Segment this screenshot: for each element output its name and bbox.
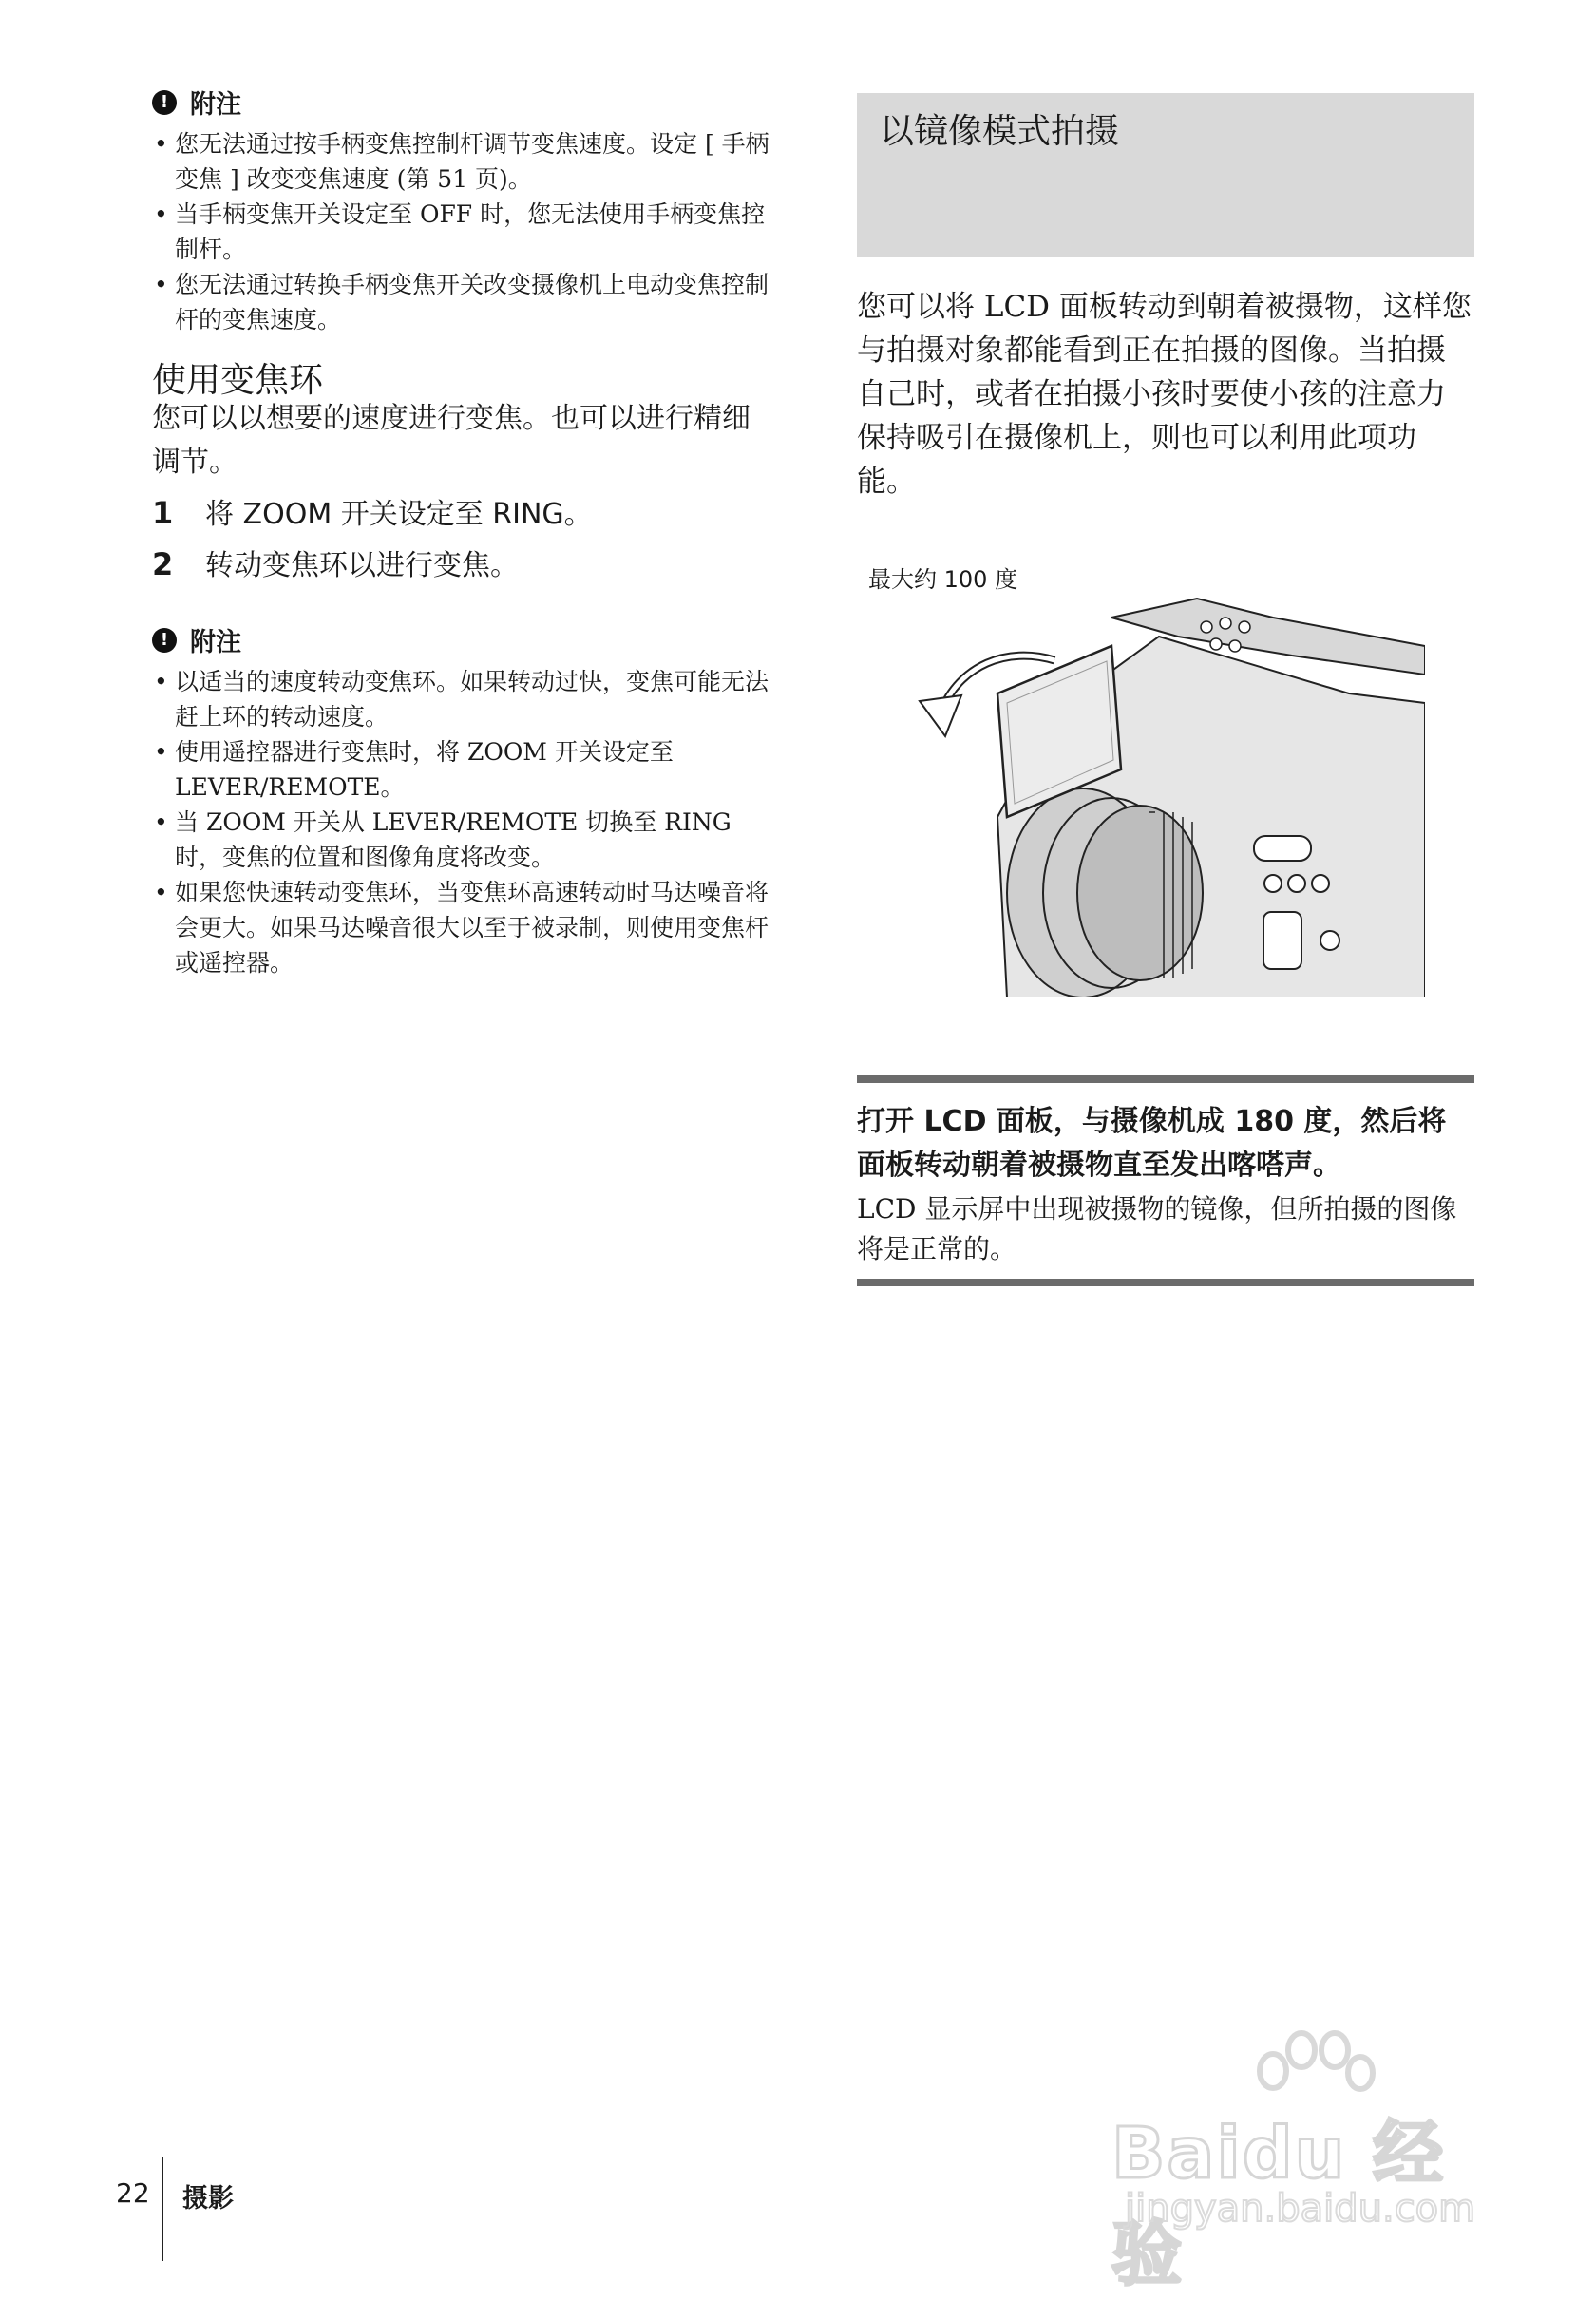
footer-divider xyxy=(162,2156,163,2261)
note-icon: ǃ xyxy=(152,90,177,115)
watermark-url: jingyan.baidu.com xyxy=(1125,2187,1476,2231)
note-item: • 您无法通过按手柄变焦控制杆调节变焦速度。设定 [ 手柄变焦 ] 改变变焦速度 (第 51 页)。 xyxy=(152,126,770,197)
note-list-2 xyxy=(152,664,770,980)
note-title: 附注 xyxy=(190,628,241,657)
note-item: • 如果您快速转动变焦环，当变焦环高速转动时马达噪音将会更大。如果马达噪音很大以至于被录制，则使用变焦杆或遥控器。 xyxy=(152,875,770,980)
step-2 xyxy=(152,542,770,593)
note-block-1 xyxy=(152,84,770,337)
intro-text: 您可以将 LCD 面板转动到朝着被摄物，这样您与拍摄对象都能看到正在拍摄的图像。当拍摄自己时，或者在拍摄小孩时要使小孩的注意力保持吸引在摄像机上，则也可以利用此项功能。 xyxy=(857,290,1472,499)
watermark-brand: Baidu 经验 xyxy=(1112,2113,1446,2295)
steps xyxy=(152,490,770,593)
note-item: • 您无法通过转换手柄变焦开关改变摄像机上电动变焦控制杆的变焦速度。 xyxy=(152,267,770,337)
note-icon: ǃ xyxy=(152,628,177,653)
note-item: • 以适当的速度转动变焦环。如果转动过快，变焦可能无法赶上环的转动速度。 xyxy=(152,664,770,734)
camera-illustration xyxy=(893,580,1425,998)
note-item: • 当手柄变焦开关设定至 OFF 时，您无法使用手柄变焦控制杆。 xyxy=(152,197,770,267)
page-number: 22 xyxy=(116,2177,150,2209)
rule-top xyxy=(857,1075,1474,1083)
section-banner xyxy=(857,93,1474,256)
step-1 xyxy=(152,490,770,542)
figure-label: 最大约 100 度 xyxy=(868,566,1018,593)
step-number: 2 xyxy=(152,546,174,582)
section-body: 您可以以想要的速度进行变焦。也可以进行精细调节。 xyxy=(152,402,750,479)
note-item: • 使用遥控器进行变焦时，将 ZOOM 开关设定至 LEVER/REMOTE。 xyxy=(152,734,770,805)
note-list-1 xyxy=(152,126,770,337)
note-heading-2 xyxy=(152,621,770,658)
note-heading-1 xyxy=(152,84,770,121)
step-text: 将 ZOOM 开关设定至 RING。 xyxy=(205,498,593,531)
watermark xyxy=(1112,2024,1510,2295)
rule-bottom xyxy=(857,1279,1474,1286)
instruction-title: 打开 LCD 面板，与摄像机成 180 度，然后将面板转动朝着被摄物直至发出喀嗒声。 xyxy=(857,1105,1447,1182)
note-title: 附注 xyxy=(190,90,241,120)
step-number: 1 xyxy=(152,495,174,531)
footer-section: 摄影 xyxy=(182,2184,234,2214)
note-item: • 当 ZOOM 开关从 LEVER/REMOTE 切换至 RING 时，变焦的位置和图像角度将改变。 xyxy=(152,805,770,875)
instruction-body: LCD 显示屏中出现被摄物的镜像，但所拍摄的图像将是正常的。 xyxy=(857,1193,1457,1264)
section-title: 使用变焦环 xyxy=(152,361,324,400)
note-block-2 xyxy=(152,621,770,980)
step-text: 转动变焦环以进行变焦。 xyxy=(205,549,519,582)
banner-title: 以镜像模式拍摄 xyxy=(880,112,1120,151)
